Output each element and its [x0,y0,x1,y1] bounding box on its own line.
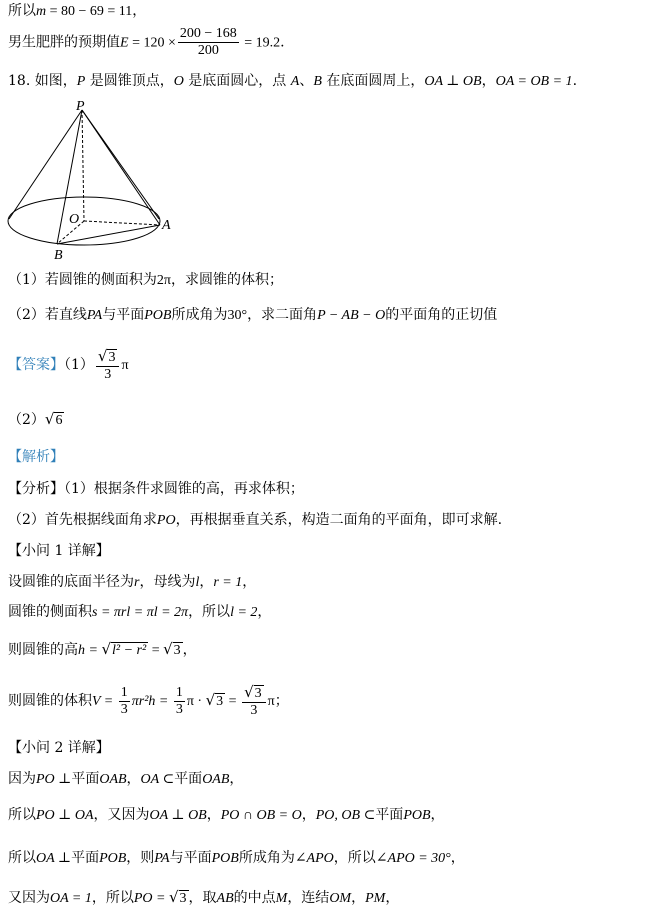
text: ， [301,807,316,823]
math: PA [154,851,170,866]
math: POB [99,851,127,866]
fraction-denominator: 3 [175,701,183,717]
cone-figure [0,98,190,263]
radicand: 6 [55,413,63,428]
fraction-numerator [242,684,266,703]
fraction-numerator: 200 − 168 [179,26,237,41]
text: 18. 如图， [8,73,77,89]
question-1 [8,270,283,291]
segment-ab [57,225,160,244]
text: 男生肥胖的预期值 [8,34,120,51]
math: l = 2 [230,605,258,620]
text: （2） [8,412,45,428]
text: ， [385,890,400,906]
math: OA ⊥ OB [424,74,482,89]
text: 又因为 [8,890,50,906]
text: 与平面 [102,307,145,323]
segment-pa [82,110,160,225]
text: 所以 [8,807,36,823]
text-line [8,26,285,59]
solution-line [8,769,243,790]
answer-tag: 【答案】 [8,357,64,373]
text: ，又因为 [93,807,150,823]
math: π [267,694,275,709]
math: OAB [99,772,127,787]
math: POB [403,808,431,823]
fraction [119,685,130,718]
radicand: l² − r² [112,643,147,658]
text: ， [481,73,496,89]
sqrt-icon: √ [44,410,55,428]
text: ， [229,771,244,787]
math: PO ∩ OB = O [220,808,302,823]
radicand: 3 [173,643,181,658]
math: E [120,35,129,51]
solution-line [8,602,271,623]
math: = 120 × [128,35,176,51]
text: ，取 [188,890,217,906]
text: 所以 [8,850,36,866]
text: ，所以 [188,604,231,620]
radicand: 3 [108,349,116,365]
sqrt-icon: √ [244,682,254,701]
math: 30° [227,308,248,323]
text: 、 [299,73,314,89]
math: OM [329,891,352,906]
label-a: A [162,218,171,233]
question-2 [8,305,497,326]
fraction [178,26,239,59]
text: ，再根据垂直关系，构造二面角的平面角，即可求解. [175,512,503,528]
math: A [290,74,300,89]
segment-oa [84,221,160,225]
text: 因为 [8,771,36,787]
text: ， [132,3,147,19]
text: 所成角为 [171,307,228,323]
segment-po [82,110,84,221]
math: r [134,575,140,590]
text: 在底面圆周上， [321,73,425,89]
math: ∠APO [294,851,334,866]
text: 平面 [375,807,404,823]
text: 是圆锥顶点， [85,73,174,89]
math: 2π [156,273,171,288]
text: 所成角为 [238,850,295,866]
text: 圆锥的侧面积 [8,604,92,620]
radicand: 3 [179,891,187,906]
math: = 80 − 69 = 11 [46,4,133,19]
fraction [174,685,185,718]
label-o: O [69,212,80,227]
math: l [195,575,200,590]
solution-line [8,805,445,826]
text: （2）首先根据线面角求 [8,512,157,528]
answer-2 [8,409,64,430]
text: （1）若圆锥的侧面积为 [8,272,157,288]
problem-statement [8,71,577,92]
text: ， [242,574,257,590]
math: AB [216,891,234,906]
text: ， [206,807,221,823]
math: PM [365,891,386,906]
sqrt-icon: √ [205,691,216,709]
text: ； [274,693,289,709]
text: ， [351,890,366,906]
fraction-numerator [96,348,120,367]
math: h = [78,643,102,658]
text: ， [430,807,445,823]
text: . [280,34,285,51]
radicand: 3 [216,694,224,709]
radicand: 3 [254,685,262,701]
fraction [242,684,266,719]
text: ， [199,574,214,590]
solution-line [8,639,197,661]
label-p: P [76,99,85,114]
fraction-numerator: 1 [175,684,183,700]
analysis-tag: 【分析】 [8,481,64,497]
math: πr²h = [131,694,172,709]
math: OA = OB = 1 [495,74,573,89]
math: PO = [133,891,169,906]
fraction-denominator: 3 [104,366,112,382]
text: . [572,73,578,89]
fraction [96,348,120,383]
math: PO ⊥ OA [36,808,94,823]
text: ，母线为 [139,574,196,590]
math: POB [144,308,172,323]
math: OA ⊥ [36,851,72,866]
solution-line [8,848,465,869]
sqrt-icon: √ [101,640,112,658]
math: O [173,74,184,89]
math: OA ⊥ OB [149,808,207,823]
analysis-2 [8,510,502,531]
text: 则圆锥的高 [8,642,78,658]
text: （1） [64,357,94,373]
text: （1）根据条件求圆锥的高，再求体积； [64,481,304,497]
math: π · [186,694,206,709]
math: PO [156,513,176,528]
analysis-1 [8,479,304,499]
text: 平面 [71,771,100,787]
math: = 19.2 [240,35,281,51]
text: ， [182,642,197,658]
math: PO ⊥ [36,772,72,787]
math: P − AB − O [317,308,386,323]
text: ，所以 [333,850,376,866]
answer-1 [8,345,129,386]
sqrt-icon: √ [163,640,173,658]
math: PO, OB ⊂ [315,808,376,823]
math: s = πrl = πl = 2π [92,605,189,620]
text: ，所以 [91,890,134,906]
sqrt-icon: √ [97,346,108,365]
text-line [8,1,146,22]
text: ， [450,850,465,866]
text: ，连结 [287,890,330,906]
text: （2）若直线 [8,307,87,323]
math: OA ⊂ [140,772,175,787]
text: 的中点 [233,890,276,906]
text: ， [126,771,141,787]
math: m [36,4,47,19]
text: ， [257,604,272,620]
cone-slant-left [9,110,82,219]
math: P [76,74,86,89]
sqrt-icon: √ [168,888,179,906]
fraction-denominator: 3 [120,701,128,717]
text: 则圆锥的体积 [8,693,92,709]
math: OAB [202,772,230,787]
label-b: B [54,248,63,263]
solution-line [8,887,399,909]
analysis-heading: 【解析】 [8,449,64,465]
math: OA = 1 [50,891,92,906]
sub-question-2-heading: 【小问 2 详解】 [8,740,110,756]
math: POB [211,851,239,866]
fraction-numerator: 1 [120,684,128,700]
fraction-denominator: 200 [197,43,219,58]
text: 是底面圆心，点 [183,73,291,89]
text: 所以 [8,3,36,19]
fraction-denominator: 3 [250,702,258,718]
text: 平面 [71,850,100,866]
sub-question-1-heading: 【小问 1 详解】 [8,543,110,559]
math: M [275,891,288,906]
text: 平面 [174,771,203,787]
solution-line [8,680,289,722]
math: = [225,694,241,709]
math: V = [92,694,117,709]
text: 与平面 [169,850,212,866]
text: ，求圆锥的体积； [171,272,283,288]
math: B [313,74,322,89]
math: r = 1 [213,575,243,590]
text: ，则 [126,850,155,866]
text: 的平面角的正切值 [385,307,498,323]
math: π [121,358,129,373]
text: 设圆锥的底面半径为 [8,574,134,590]
math: PA [86,308,103,323]
solution-line [8,572,256,593]
math: = [148,643,164,658]
text: ，求二面角 [247,307,318,323]
math: ∠APO = 30° [375,851,451,866]
